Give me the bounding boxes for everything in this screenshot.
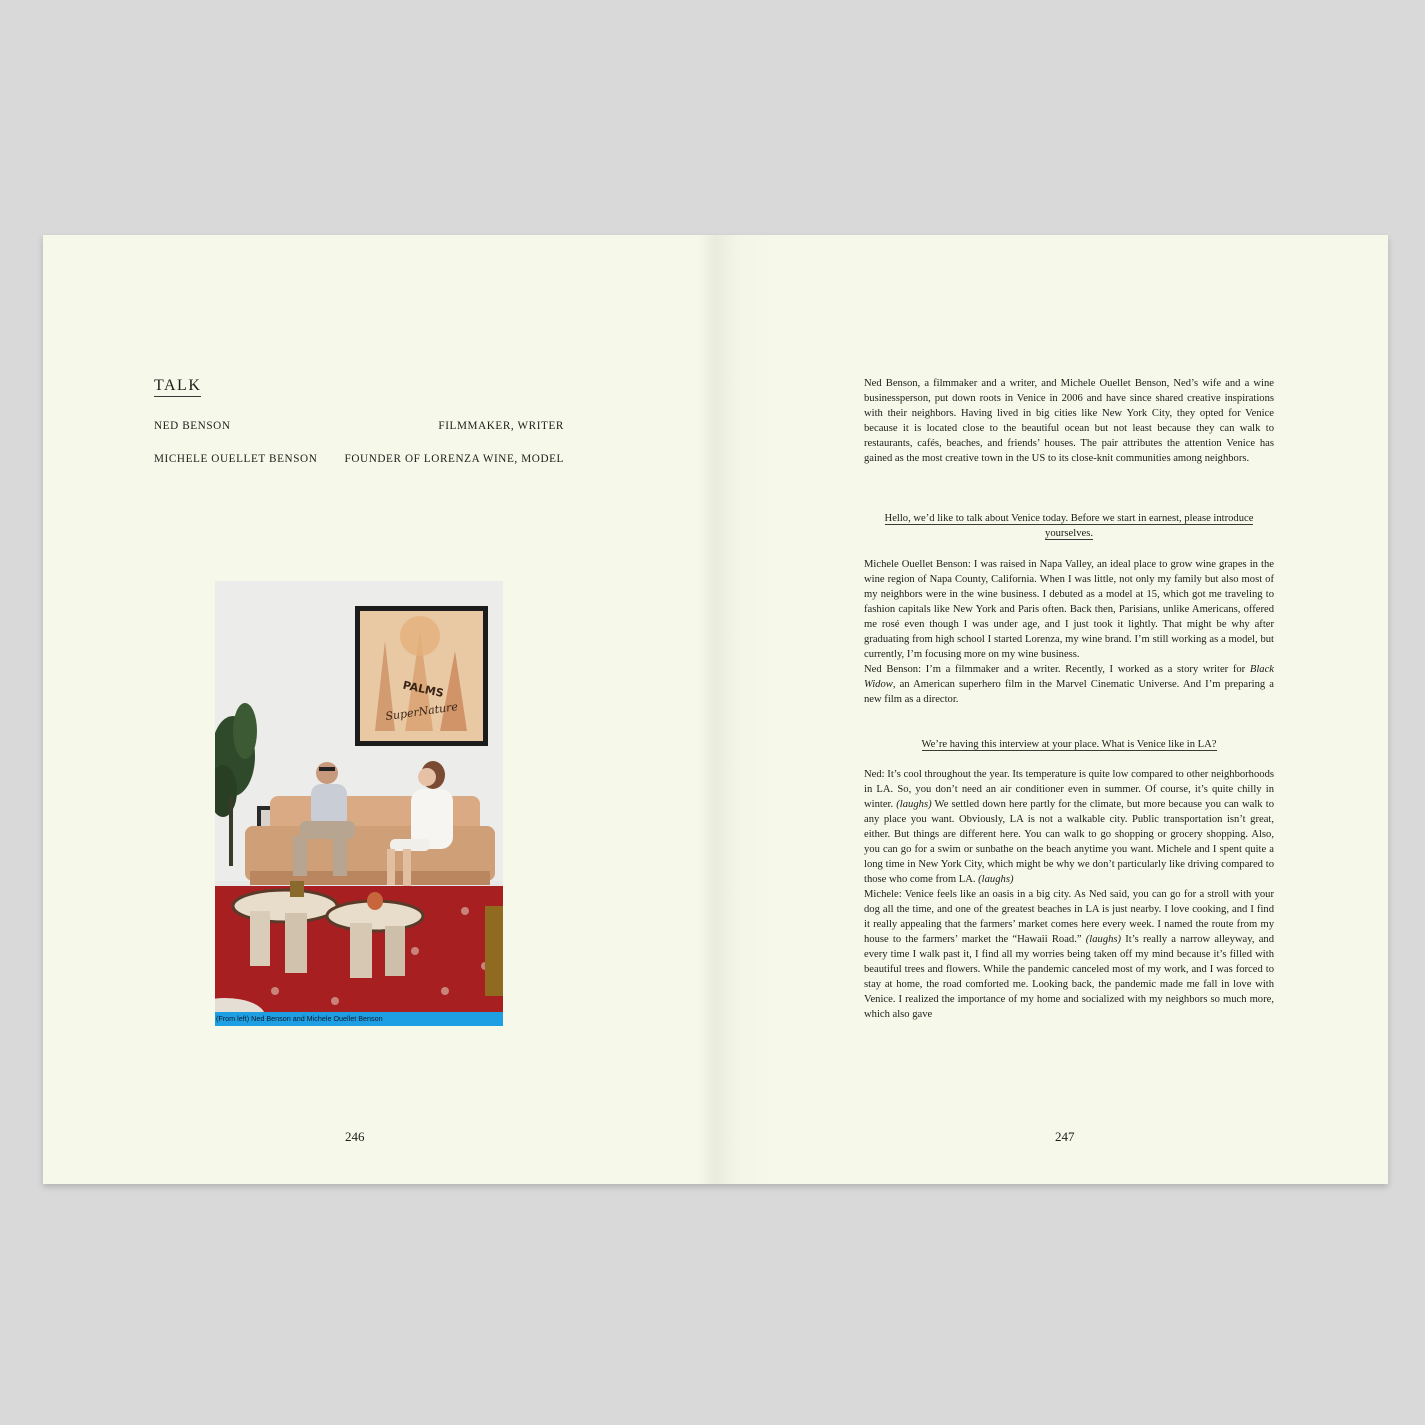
svg-text:SuperNature: SuperNature — [384, 700, 459, 724]
page-number: 247 — [1055, 1129, 1075, 1144]
person-name: MICHELE OUELLET BENSON — [154, 453, 318, 465]
sofa — [245, 796, 495, 885]
answer-paragraph: Ned Benson: I’m a filmmaker and a writer. Recently, I worked as a story writer for Black Widow, an American superhero film in the Marvel Cinematic Universe. And I’m preparing a new film as a director. — [864, 664, 1274, 705]
answer-block — [864, 557, 1274, 707]
person-row-michele — [154, 453, 564, 465]
svg-text:PALMS: PALMS — [401, 678, 445, 700]
book-spread — [43, 235, 1388, 1184]
intro-paragraph: Ned Benson, a filmmaker and a writer, and Michele Ouellet Benson, Ned’s wife and a wine businessperson, put down roots in Venice in 2006 and have since shared creative inspirations with their neighbors. Having lived in big cities like New York City, they opted for Venice because it is located close to the beautiful ocean but not least because they can walk to restaurants, cafés, beaches, and friends’ houses. The pair attributes the attention Venice has gained as the most creative town in the US to its close-knit communities among neighbors. — [864, 378, 1274, 464]
answer-paragraph: Michele: Venice feels like an oasis in a big city. As Ned said, you can go for a stroll with your dog all the time, and one of the greatest beaches in LA is just nearby. I love cooking, and I find it really appealing that the farmers’ market comes here every week. I named the route from my house to the farmers’ market the “Hawaii Road.” (laughs) It’s really a narrow alleyway, and every time I walk past it, I find all my worries being taken off my mind because it’s filled with beautiful trees and flowers. While the pandemic canceled most of my work, and I was forced to stay at home, the road comforted me. Looking back, the pandemic made me fall in love with Venice. I realized the importance of my home and socialized with my neighbors so much more, which also gave — [864, 889, 1274, 1020]
section-title: TALK — [154, 377, 201, 397]
interview-question: Hello, we’d like to talk about Venice today. Before we start in earnest, please introduce yourselves. — [884, 513, 1254, 539]
right-page — [715, 235, 1388, 1184]
interview-photo — [215, 581, 503, 1026]
left-page — [43, 235, 715, 1184]
page-number: 246 — [345, 1129, 365, 1144]
living-room-illustration — [215, 581, 503, 1026]
framed-artwork — [355, 606, 488, 746]
photo-caption: (From left) Ned Benson and Michele Ouellet Benson — [215, 1012, 503, 1026]
answer-paragraph: Michele Ouellet Benson: I was raised in Napa Valley, an ideal place to grow wine grapes in the wine region of Napa County, California. When I was little, not only my family but also most of my neighbors were in the wine business. I debuted as a model at 15, which got me traveling to fashion capitals like New York and Paris often. Back then, Parisians, unlike Americans, offered me rosé even though I was under age, and I just took it lightly. That might be why after graduating from high school I started Lorenza, my wine brand. I’m still working as a model, but currently, I’m focusing more on my wine business. — [864, 559, 1274, 660]
person-row-ned — [154, 420, 564, 432]
person-name: NED BENSON — [154, 420, 231, 432]
person-role: FILMMAKER, WRITER — [438, 420, 564, 432]
answer-paragraph: Ned: It’s cool throughout the year. Its temperature is quite low compared to other neighborhoods in LA. So, you don’t need an air conditioner even in summer. Of course, it’s quite chilly in winter. (laughs) We settled down here partly for the climate, but more because you can walk to any place you want. Obviously, LA is not a walkable city. Public transportation isn’t great, either. But things are different here. You can walk to go shopping or grocery shopping. Also, you can go for a swim or sunbathe on the beach anytime you want. Michele and I spent quite a long time in New York City, which might be why we don’t particularly like driving compared to those who come from LA. (laughs) — [864, 769, 1274, 885]
person-role: FOUNDER OF LORENZA WINE, MODEL — [344, 453, 564, 465]
answer-block — [864, 767, 1274, 1022]
interview-question: We’re having this interview at your place. What is Venice like in LA? — [921, 739, 1217, 750]
